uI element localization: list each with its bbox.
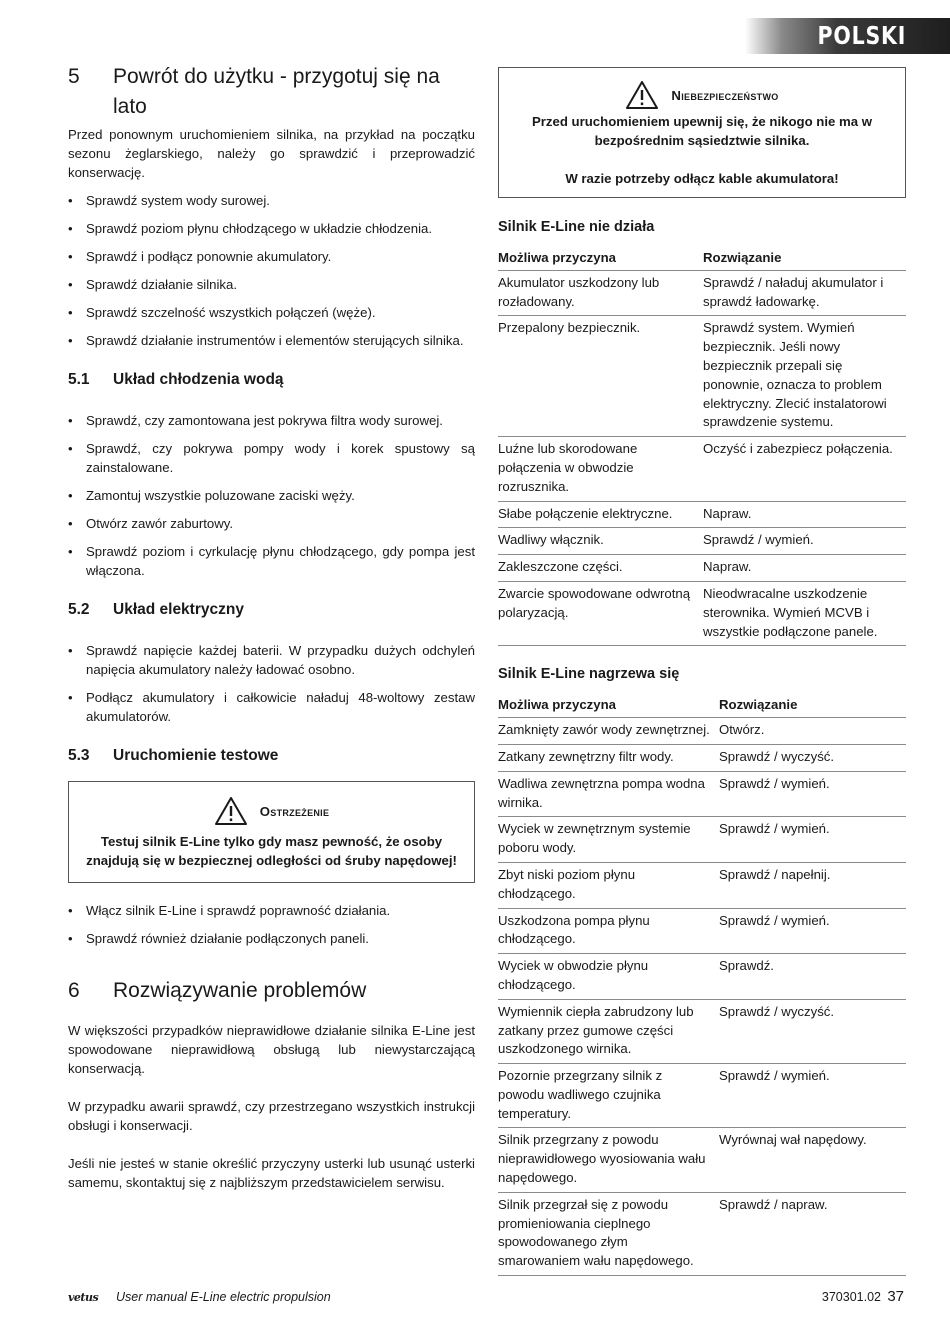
solution-cell: Sprawdź / wymień. xyxy=(719,1068,830,1084)
right-column xyxy=(498,67,906,1276)
section-number: 5 xyxy=(68,65,80,88)
cause-cell: Wymiennik ciepła zabrudzony lub zatkany przez gumowe części uszkodzonego wirnika. xyxy=(498,1003,694,1057)
section-5-1-bullets xyxy=(68,411,475,580)
section-5-3-bullets xyxy=(68,901,475,948)
solution-cell: Sprawdź / wymień. xyxy=(719,775,830,791)
manual-title: User manual E-Line electric propulsion xyxy=(116,1290,331,1304)
section-5-heading xyxy=(68,62,475,122)
table-row xyxy=(498,271,906,317)
danger-text-1: Przed uruchomieniem upewnij się, że nikogo nie ma w bezpośrednim sąsiedztwie silnika. xyxy=(531,114,873,148)
table-header xyxy=(498,249,906,271)
page-number: 37 xyxy=(887,1288,904,1305)
list-item: • Sprawdź szczelność wszystkich połączeń (węże). xyxy=(68,303,475,322)
solution-cell: Sprawdź system. Wymień bezpiecznik. Jeśli nowy bezpiecznik przepali się ponownie, oznacza to problem elektryczny. Zlecić instalatorowi sprawdzenie systemu. xyxy=(703,320,887,430)
table-row xyxy=(498,745,906,772)
section-title: Układ chłodzenia wodą xyxy=(113,371,284,388)
solution-cell: Otwórz. xyxy=(719,722,765,738)
list-item: • Zamontuj wszystkie poluzowane zaciski węży. xyxy=(68,486,475,505)
section-title: Układ elektryczny xyxy=(113,601,244,618)
list-item: • Sprawdź działanie instrumentów i elementów sterujących silnika. xyxy=(68,331,475,350)
cause-cell: Słabe połączenie elektryczne. xyxy=(498,505,673,521)
list-item: • Sprawdź napięcie każdej baterii. W przypadku dużych odchyleń napięcia akumulatory należy ładować osobno. xyxy=(68,641,475,679)
table-row xyxy=(498,1128,906,1192)
cause-cell: Wyciek w zewnętrznym systemie poboru wody. xyxy=(498,821,691,856)
table-row xyxy=(498,863,906,909)
header-cause: Możliwa przyczyna xyxy=(498,250,616,265)
section-5-intro: Przed ponownym uruchomieniem silnika, na przykład na początku sezonu żeglarskiego, należy go sprawdzić i przeprowadzić konserwację. xyxy=(68,127,475,180)
cause-cell: Zwarcie spowodowane odwrotną polaryzacją. xyxy=(498,585,691,620)
troubleshooting-table-overheating xyxy=(498,696,906,1276)
table-row xyxy=(498,1000,906,1064)
warning-box xyxy=(68,781,475,883)
cause-cell: Luźne lub skorodowane połączenia w obwodzie rozrusznika. xyxy=(498,441,638,494)
cause-cell: Przepalony bezpiecznik. xyxy=(498,320,641,336)
section-5-2-bullets xyxy=(68,641,475,726)
cause-cell: Wadliwy włącznik. xyxy=(498,532,604,548)
section-number: 5.3 xyxy=(68,747,90,764)
header-cause: Możliwa przyczyna xyxy=(498,697,616,713)
section-number: 5.1 xyxy=(68,371,90,388)
section-number: 5.2 xyxy=(68,601,90,618)
section-5-2-heading xyxy=(68,600,475,620)
section-title: Powrót do użytku - przygotuj się na lato xyxy=(113,65,440,118)
troubleshooting-table-not-working xyxy=(498,249,906,646)
section-5-bullets xyxy=(68,191,475,350)
table-row xyxy=(498,954,906,1000)
warning-title: Ostrzeżenie xyxy=(259,803,330,819)
brand-logo: vetus xyxy=(68,1291,99,1304)
solution-cell: Sprawdź / napełnij. xyxy=(719,866,831,882)
header-solution: Rozwiązanie xyxy=(703,250,782,265)
cause-cell: Silnik przegrzany z powodu nieprawidłowego wyosiowania wału napędowego. xyxy=(498,1132,706,1186)
table-row xyxy=(498,909,906,955)
language-tab xyxy=(745,18,950,54)
danger-title-row xyxy=(509,80,895,110)
danger-box xyxy=(498,67,906,198)
list-item: • Podłącz akumulatory i całkowicie naładuj 48-woltowy zestaw akumulatorów. xyxy=(68,688,475,726)
list-item: • Otwórz zawór zaburtowy. xyxy=(68,514,475,533)
solution-cell: Wyrównaj wał napędowy. xyxy=(719,1132,867,1148)
cause-cell: Zatkany zewnętrzny filtr wody. xyxy=(498,748,674,764)
header-solution: Rozwiązanie xyxy=(719,697,798,713)
cause-cell: Wadliwa zewnętrzna pompa wodna wirnika. xyxy=(498,775,705,810)
cause-cell: Wyciek w obwodzie płynu chłodzącego. xyxy=(498,958,649,992)
list-item: • Sprawdź poziom płynu chłodzącego w układzie chłodzenia. xyxy=(68,219,475,238)
cause-cell: Uszkodzona pompa płynu chłodzącego. xyxy=(498,912,650,947)
table-header xyxy=(498,696,906,718)
warning-title-row xyxy=(79,796,464,826)
table-row xyxy=(498,1064,906,1128)
section-number: 6 xyxy=(68,979,80,1002)
table-row xyxy=(498,437,906,501)
solution-cell: Sprawdź / napraw. xyxy=(719,1196,828,1212)
solution-cell: Sprawdź / wyczyść. xyxy=(719,1003,835,1019)
table-row xyxy=(498,817,906,863)
solution-cell: Oczyść i zabezpiecz połączenia. xyxy=(703,441,893,457)
cause-cell: Zamknięty zawór wody zewnętrznej. xyxy=(498,722,710,738)
solution-cell: Sprawdź / wyczyść. xyxy=(719,748,835,764)
table-row xyxy=(498,502,906,529)
table-2-title: Silnik E-Line nagrzewa się xyxy=(498,666,680,683)
section-5-3-heading xyxy=(68,746,475,766)
list-item: • Sprawdź działanie silnika. xyxy=(68,275,475,294)
warning-triangle-icon xyxy=(625,80,659,110)
list-item: • Sprawdź poziom i cyrkulację płynu chłodzącego, gdy pompa jest włączona. xyxy=(68,542,475,580)
left-column xyxy=(68,62,475,1192)
cause-cell: Zakleszczone części. xyxy=(498,559,623,575)
table-row xyxy=(498,582,906,646)
section-6-para-2: W przypadku awarii sprawdź, czy przestrzegano wszystkich instrukcji obsługi i konserwacji. xyxy=(68,1099,475,1133)
table-row xyxy=(498,772,906,818)
table-row xyxy=(498,555,906,582)
list-item: • Sprawdź, czy pokrywa pompy wody i korek spustowy są zainstalowane. xyxy=(68,439,475,477)
warning-triangle-icon xyxy=(214,796,248,826)
table-row xyxy=(498,1193,906,1276)
solution-cell: Sprawdź. xyxy=(719,958,774,974)
page-footer xyxy=(68,1289,906,1307)
solution-cell: Napraw. xyxy=(703,559,752,575)
cause-cell: Akumulator uszkodzony lub rozładowany. xyxy=(498,274,660,309)
table-row xyxy=(498,316,906,437)
cause-cell: Silnik przegrzał się z powodu promieniowania cieplnego spowodowanego złym smarowaniem wału napędowego. xyxy=(498,1196,694,1269)
list-item: • Sprawdź również działanie podłączonych paneli. xyxy=(68,929,475,948)
solution-cell: Sprawdź / naładuj akumulator i sprawdź ładowarkę. xyxy=(703,274,884,309)
solution-cell: Nieodwracalne uszkodzenie sterownika. Wymień MCVB i wszystkie podłączone panele. xyxy=(703,585,878,639)
solution-cell: Sprawdź / wymień. xyxy=(719,821,830,837)
section-title: Rozwiązywanie problemów xyxy=(113,979,367,1002)
section-title: Uruchomienie testowe xyxy=(113,747,279,764)
list-item: • Sprawdź, czy zamontowana jest pokrywa filtra wody surowej. xyxy=(68,411,475,430)
solution-cell: Napraw. xyxy=(703,505,752,521)
section-6-para-1: W większości przypadków nieprawidłowe działanie silnika E-Line jest spowodowane nieprawidłową obsługą lub niewystarczającą konserwacją. xyxy=(68,1023,475,1076)
table-row xyxy=(498,528,906,555)
list-item: • Sprawdź i podłącz ponownie akumulatory. xyxy=(68,247,475,266)
section-6-heading xyxy=(68,976,475,1006)
language-label: POLSKI xyxy=(817,21,906,50)
cause-cell: Pozornie przegrzany silnik z powodu wadliwego czujnika temperatury. xyxy=(498,1068,663,1121)
warning-text: Testuj silnik E-Line tylko gdy masz pewność, że osoby znajdują się w bezpiecznej odległości od śruby napędowej! xyxy=(86,834,457,868)
danger-title: Niebezpieczeństwo xyxy=(671,87,779,103)
section-5-1-heading xyxy=(68,370,475,390)
table-1-title: Silnik E-Line nie działa xyxy=(498,219,655,235)
document-code: 370301.02 xyxy=(821,1290,881,1304)
table-row xyxy=(498,718,906,745)
solution-cell: Sprawdź / wymień. xyxy=(703,532,814,548)
solution-cell: Sprawdź / wymień. xyxy=(719,912,830,928)
section-6-para-3: Jeśli nie jesteś w stanie określić przyczyny usterki lub usunąć usterki samemu, skontaktuj się z najbliższym przedstawicielem serwisu. xyxy=(68,1156,475,1190)
cause-cell: Zbyt niski poziom płynu chłodzącego. xyxy=(498,866,636,901)
danger-text-2: W razie potrzeby odłącz kable akumulatora! xyxy=(565,171,839,186)
list-item: • Włącz silnik E-Line i sprawdź poprawność działania. xyxy=(68,901,475,920)
list-item: • Sprawdź system wody surowej. xyxy=(68,191,475,210)
